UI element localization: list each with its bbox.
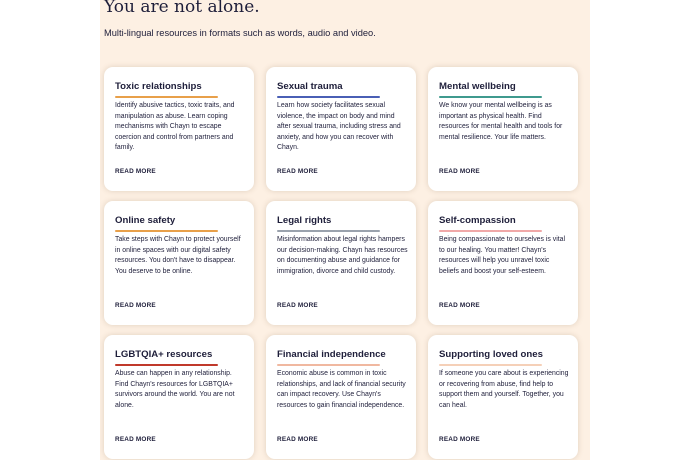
- read-more-link[interactable]: READ MORE: [115, 168, 156, 175]
- card-accent-line: [115, 230, 218, 232]
- read-more-link[interactable]: READ MORE: [277, 436, 318, 443]
- card-accent-line: [277, 364, 380, 366]
- card-description: Being compassionate to ourselves is vital to our healing. You matter! Chayn's resources will help you unravel toxic beliefs and boost your self-esteem.: [439, 236, 566, 275]
- card-mental-wellbeing[interactable]: [428, 67, 578, 191]
- card-title: Self-compassion: [439, 215, 516, 226]
- card-description: If someone you care about is experiencing or recovering from abuse, find help to support them and yourself. Together, you can heal.: [439, 370, 569, 409]
- card-self-compassion[interactable]: [428, 201, 578, 325]
- card-legal-rights[interactable]: [266, 201, 416, 325]
- card-description: Take steps with Chayn to protect yourself in online spaces with our digital safety resources. You don't have to disappear. You deserve to be online.: [115, 236, 241, 275]
- card-sexual-trauma[interactable]: [266, 67, 416, 191]
- page-subtitle: Multi-lingual resources in formats such as words, audio and video.: [104, 28, 376, 38]
- card-accent-line: [439, 96, 542, 98]
- card-description: We know your mental wellbeing is as important as physical health. Find resources for mental health and tools for mental resilience. Your life matters.: [439, 102, 563, 141]
- read-more-link[interactable]: READ MORE: [439, 168, 480, 175]
- page-title: You are not alone.: [104, 0, 260, 17]
- card-description: Economic abuse is common in toxic relationships, and lack of financial security can impact recovery. Use Chayn's resources to gain financial independence.: [277, 370, 406, 409]
- card-online-safety[interactable]: [104, 201, 254, 325]
- card-description: Learn how society facilitates sexual violence, the impact on body and mind after sexual trauma, including stress and anxiety, and how you can recover with Chayn.: [277, 102, 401, 152]
- card-description: Identify abusive tactics, toxic traits, and manipulation as abuse. Learn coping mechanisms with Chayn to escape coercion and control from partners and family.: [115, 102, 235, 152]
- read-more-link[interactable]: READ MORE: [277, 168, 318, 175]
- card-title: Sexual trauma: [277, 81, 343, 92]
- card-title: Toxic relationships: [115, 81, 202, 92]
- read-more-link[interactable]: READ MORE: [439, 436, 480, 443]
- card-title: Mental wellbeing: [439, 81, 516, 92]
- read-more-link[interactable]: READ MORE: [277, 302, 318, 309]
- read-more-link[interactable]: READ MORE: [439, 302, 480, 309]
- card-title: Legal rights: [277, 215, 332, 226]
- card-title: LGBTQIA+ resources: [115, 349, 213, 360]
- resource-card-grid: [104, 67, 580, 459]
- card-description: Abuse can happen in any relationship. Find Chayn's resources for LGBTQIA+ survivors around the world. You are not alone.: [115, 370, 235, 409]
- read-more-link[interactable]: READ MORE: [115, 436, 156, 443]
- read-more-link[interactable]: READ MORE: [115, 302, 156, 309]
- card-title: Online safety: [115, 215, 176, 226]
- card-accent-line: [439, 230, 542, 232]
- card-title: Financial independence: [277, 349, 386, 360]
- card-accent-line: [277, 230, 380, 232]
- resources-section: [100, 0, 590, 460]
- card-accent-line: [439, 364, 542, 366]
- card-accent-line: [115, 364, 218, 366]
- card-description: Misinformation about legal rights hampers our decision-making. Chayn has resources on documenting abuse and guidance for immigration, divorce and child custody.: [277, 236, 408, 275]
- card-supporting-loved-ones[interactable]: [428, 335, 578, 459]
- card-accent-line: [115, 96, 218, 98]
- card-accent-line: [277, 96, 380, 98]
- card-toxic-relationships[interactable]: [104, 67, 254, 191]
- card-lgbtqia-resources[interactable]: [104, 335, 254, 459]
- card-financial-independence[interactable]: [266, 335, 416, 459]
- card-title: Supporting loved ones: [439, 349, 543, 360]
